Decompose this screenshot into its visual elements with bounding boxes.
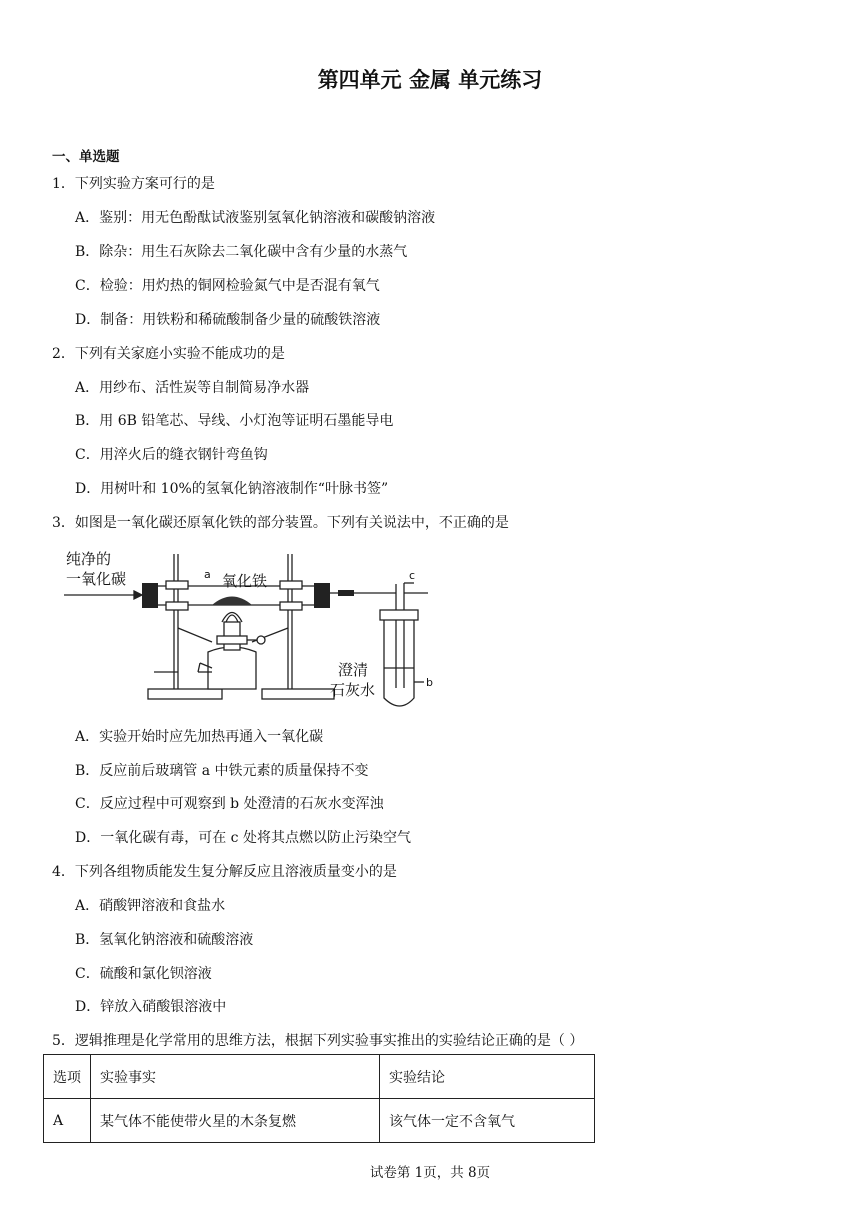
table-cell: 某气体不能使带火星的木条复燃 [91,1099,380,1143]
table-cell: A [44,1099,91,1143]
question-3-option-a: A．实验开始时应先加热再通入一氧化碳 [75,729,324,745]
question-4-option-a: A．硝酸钾溶液和食盐水 [75,898,226,914]
question-3-option-d: D．一氧化碳有毒，可在 c 处将其点燃以防止污染空气 [75,830,411,846]
label-clear: 澄清 [338,661,369,679]
question-5-table [43,1054,595,1143]
question-4-option-b: B．氢氧化钠溶液和硫酸溶液 [75,932,254,948]
question-1-option-d: D．制备：用铁粉和稀硫酸制备少量的硫酸铁溶液 [75,312,381,328]
table-header-row [44,1055,595,1099]
label-pure: 纯净的 [66,550,112,568]
page-footer: 试卷第 1页，共 8页 [369,1165,491,1181]
question-1-option-a: A．鉴别：用无色酚酞试液鉴别氢氧化钠溶液和碳酸钠溶液 [75,210,436,226]
label-carbon-monoxide: 一氧化碳 [66,570,127,588]
question-1-stem: 1．下列实验方案可行的是 [52,176,215,192]
table-header-cell: 实验事实 [91,1055,380,1099]
question-4-option-c: C．硫酸和氯化钡溶液 [75,966,212,982]
table-cell: 该气体一定不含氧气 [380,1099,595,1143]
question-1-option-c: C．检验：用灼热的铜网检验氮气中是否混有氧气 [75,278,380,294]
question-3-stem: 3．如图是一氧化碳还原氧化铁的部分装置。下列有关说法中，不正确的是 [52,515,509,531]
section-heading: 一、单选题 [52,149,120,165]
question-3-option-b: B．反应前后玻璃管 a 中铁元素的质量保持不变 [75,763,369,779]
label-tube-a: a [204,568,211,581]
question-2-option-b: B．用 6B 铅笔芯、导线、小灯泡等证明石墨能导电 [75,413,394,429]
question-3-option-c: C．反应过程中可观察到 b 处澄清的石灰水变浑浊 [75,796,384,812]
question-2-option-a: A．用纱布、活性炭等自制简易净水器 [75,380,310,396]
question-1-option-b: B．除杂：用生石灰除去二氧化碳中含有少量的水蒸气 [75,244,408,260]
label-point-c: c [409,569,416,582]
label-point-b: b [426,676,433,689]
label-iron-oxide: 氧化铁 [222,572,268,590]
question-2-stem: 2．下列有关家庭小实验不能成功的是 [52,346,285,362]
question-2-option-c: C．用淬火后的缝衣钢针弯鱼钩 [75,447,268,463]
table-header-cell: 实验结论 [380,1055,595,1099]
table-row [44,1099,595,1143]
table-header-cell: 选项 [44,1055,91,1099]
co-reduction-apparatus-figure [62,548,432,710]
question-4-option-d: D．锌放入硝酸银溶液中 [75,999,227,1015]
question-2-option-d: D．用树叶和 10%的氢氧化钠溶液制作“叶脉书签” [75,481,389,497]
question-5-stem: 5．逻辑推理是化学常用的思维方法，根据下列实验事实推出的实验结论正确的是（ ） [52,1033,584,1049]
page-title: 第四单元 金属 单元练习 [317,68,543,92]
label-limewater: 石灰水 [330,681,376,699]
question-4-stem: 4．下列各组物质能发生复分解反应且溶液质量变小的是 [52,864,397,880]
